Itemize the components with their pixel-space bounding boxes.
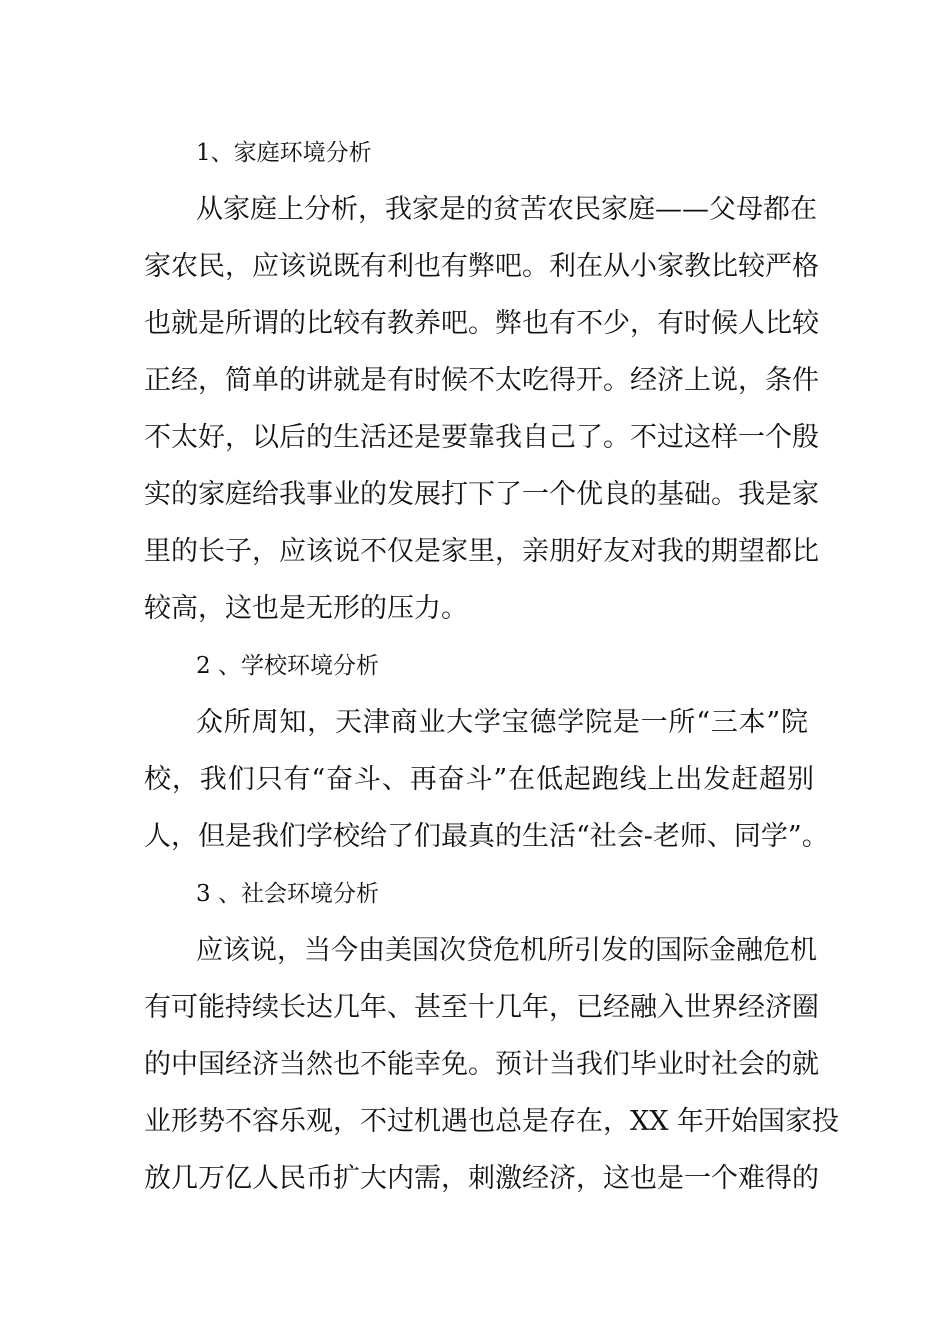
paragraph-line: 有可能持续长达几年、甚至十几年，已经融入世界经济圈: [144, 992, 819, 1023]
paragraph-line: 里的长子，应该说不仅是家里，亲朋好友对我的期望都比: [144, 536, 819, 567]
paragraph-line: 较高，这也是无形的压力。: [144, 593, 468, 624]
paragraph-line: 也就是所谓的比较有教养吧。弊也有不少，有时候人比较: [144, 308, 819, 339]
section-heading-society: 3 、社会环境分析: [196, 881, 379, 907]
paragraph-line: 不太好，以后的生活还是要靠我自己了。不过这样一个殷: [144, 422, 819, 453]
paragraph-line: 众所周知，天津商业大学宝德学院是一所“三本”院: [196, 707, 808, 738]
section-heading-family: 1、家庭环境分析: [196, 140, 372, 166]
paragraph-line: 业形势不容乐观，不过机遇也总是存在，XX 年开始国家投: [144, 1106, 840, 1137]
section-heading-school: 2 、学校环境分析: [196, 653, 379, 679]
paragraph-line: 家农民，应该说既有利也有弊吧。利在从小家教比较严格: [144, 251, 819, 282]
paragraph-line: 放几万亿人民币扩大内需，刺激经济，这也是一个难得的: [144, 1163, 819, 1194]
paragraph-line: 校，我们只有“奋斗、再奋斗”在低起跑线上出发赶超别: [144, 764, 814, 795]
paragraph-line: 人，但是我们学校给了们最真的生活“社会-老师、同学”。: [144, 821, 829, 852]
paragraph-line: 应该说，当今由美国次贷危机所引发的国际金融危机: [196, 935, 817, 966]
paragraph-line: 从家庭上分析，我家是的贫苦农民家庭——父母都在: [196, 194, 817, 225]
paragraph-line: 正经，简单的讲就是有时候不太吃得开。经济上说，条件: [144, 365, 819, 396]
paragraph-line: 实的家庭给我事业的发展打下了一个优良的基础。我是家: [144, 479, 819, 510]
paragraph-line: 的中国经济当然也不能幸免。预计当我们毕业时社会的就: [144, 1049, 819, 1080]
